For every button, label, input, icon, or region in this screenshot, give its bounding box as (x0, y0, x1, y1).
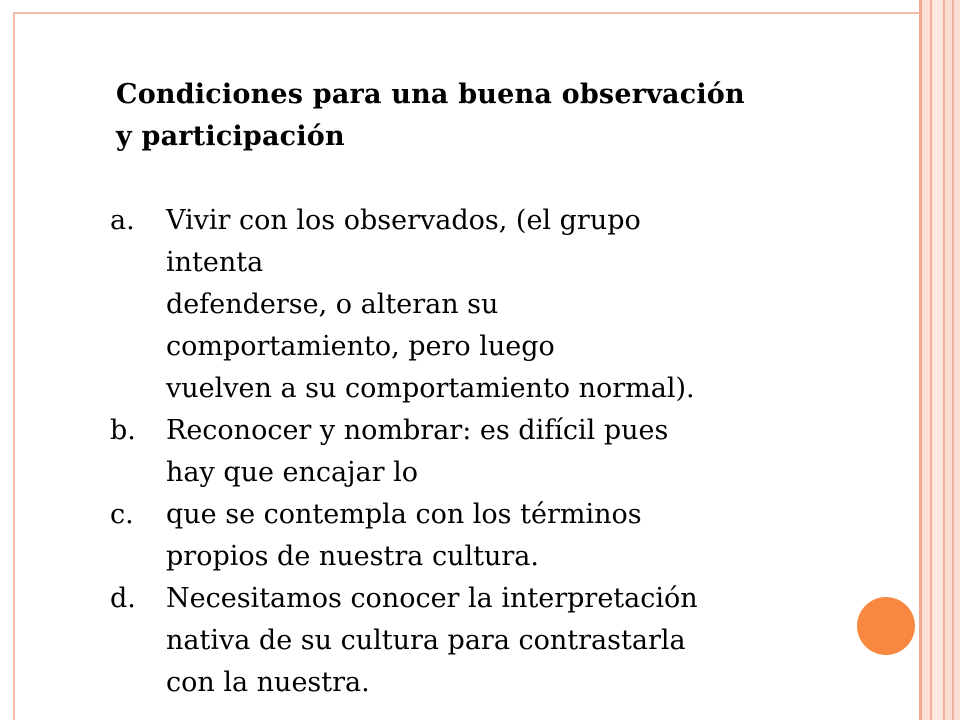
slide-title: Condiciones para una buena observación y participación (116, 79, 745, 152)
frame-left-line (13, 12, 15, 720)
list-item-text: Necesitamos conocer la interpretación nativa de su cultura para contrastarla con la nuestra. (166, 583, 698, 698)
list-marker: d. (110, 583, 136, 614)
band-stripe-1 (919, 0, 922, 720)
band-stripe-2 (930, 0, 932, 720)
list-marker: b. (110, 415, 136, 446)
band-stripe-3 (943, 0, 945, 720)
band-stripe-4 (952, 0, 954, 720)
list-item (110, 410, 856, 494)
list-item-text: que se contempla con los términos propios de nuestra cultura. (166, 499, 642, 572)
orange-circle-decoration (857, 597, 915, 655)
frame-top-line (13, 12, 919, 14)
list-item (110, 494, 856, 578)
band-highlight (933, 0, 942, 720)
list-item (110, 578, 856, 704)
list-marker: a. (110, 205, 135, 236)
slide-content (110, 74, 856, 704)
list-marker: c. (110, 499, 134, 530)
list-item-text: Reconocer y nombrar: es difícil pues hay que encajar lo (166, 415, 669, 488)
list-item-text: Vivir con los observados, (el grupo intenta defenderse, o alteran su comportamiento, pero luego vuelven a su comportamiento normal). (166, 205, 695, 404)
list-item (110, 200, 856, 410)
conditions-list (110, 200, 856, 704)
